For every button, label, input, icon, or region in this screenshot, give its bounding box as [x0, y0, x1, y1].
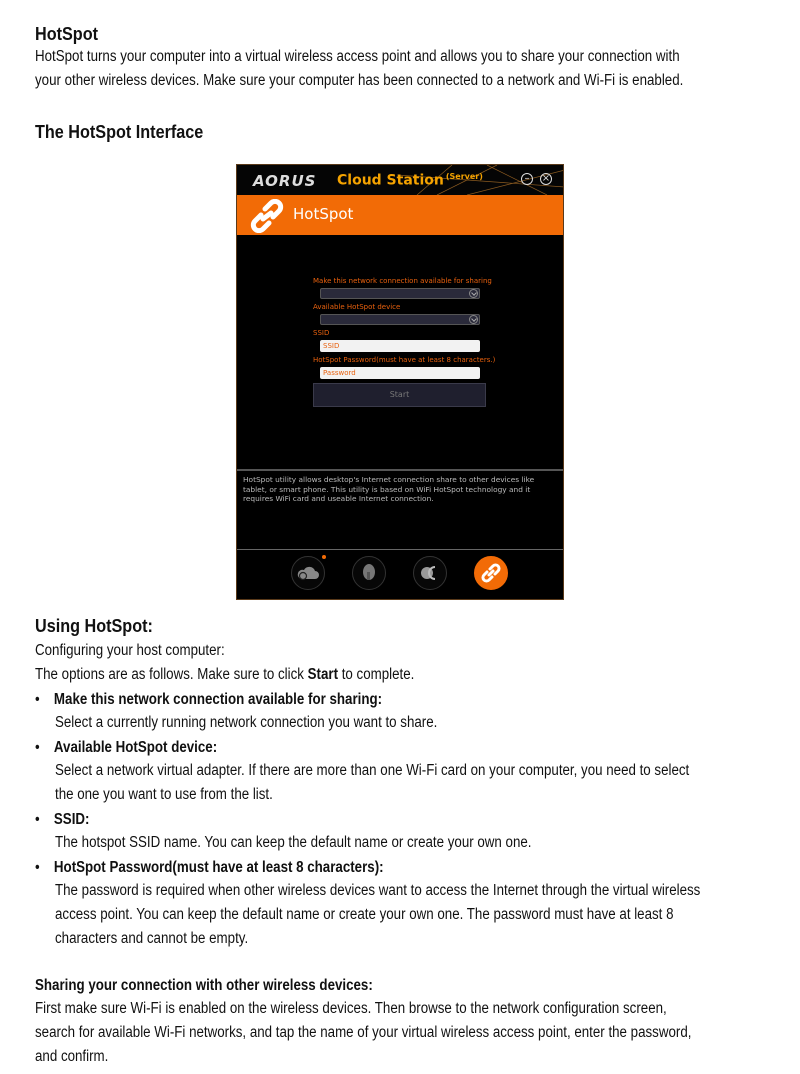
share-connection-dropdown[interactable] [320, 288, 480, 299]
close-icon[interactable]: × [541, 173, 551, 184]
dock-button-touch[interactable] [352, 556, 386, 590]
app-name [337, 172, 483, 189]
aorus-logo: AORUS [253, 172, 317, 190]
sharing-line-1: First make sure Wi-Fi is enabled on the wireless devices. Then browse to the network configuration screen, [35, 1000, 667, 1017]
app-window [236, 164, 564, 600]
bullet-password: • HotSpot Password(must have at least 8 characters): [35, 859, 384, 876]
ssid-input[interactable]: SSID [320, 340, 480, 352]
page-title: HotSpot [35, 24, 98, 44]
info-text: HotSpot utility allows desktop's Internet connection share to other devices like tablet, or smart phone. This utility is based on WiFi HotSpot technology and it requires WiFi card and useable Internet connection. [243, 475, 535, 503]
intro-line-1: HotSpot turns your computer into a virtual wireless access point and allows you to share your connection with [35, 48, 680, 65]
bullet-title: Make this network connection available for sharing: [53, 691, 383, 708]
bullet-title: HotSpot Password(must have at least 8 characters): [53, 859, 384, 876]
dock-button-remote[interactable] [413, 556, 447, 590]
chevron-down-icon [469, 289, 478, 298]
bullet-ssid: • SSID: [35, 811, 90, 828]
divider [237, 469, 563, 471]
sharing-line-3: and confirm. [35, 1048, 109, 1065]
app-name-text: Cloud Station [337, 172, 444, 189]
dock-button-cloud[interactable] [291, 556, 325, 590]
bullet-desc: Select a currently running network connection you want to share. [55, 714, 438, 731]
sharing-heading: Sharing your connection with other wireless devices: [35, 977, 373, 994]
sharing-line-2: search for available Wi-Fi networks, and tap the name of your virtual wireless access point, enter the password, [35, 1024, 692, 1041]
bullet-desc: The password is required when other wireless devices want to access the Internet through the virtual wireless [55, 882, 701, 899]
password-label: HotSpot Password(must have at least 8 characters.) [313, 356, 496, 364]
hotspot-device-label: Available HotSpot device [313, 303, 401, 311]
bullet-title: Available HotSpot device: [53, 739, 218, 756]
password-input[interactable]: Password [320, 367, 480, 379]
notification-dot [322, 555, 326, 559]
dock-button-hotspot[interactable] [474, 556, 508, 590]
bottom-dock [237, 550, 563, 600]
options-line [35, 663, 689, 687]
section-title: HotSpot [293, 205, 354, 223]
bullet-title: SSID: [53, 811, 90, 828]
start-button[interactable]: Start [313, 383, 486, 407]
hotspot-device-dropdown[interactable] [320, 314, 480, 325]
options-suffix: to complete. [338, 666, 415, 683]
share-connection-label: Make this network connection available for sharing [313, 277, 492, 285]
bullet-desc: Select a network virtual adapter. If there are more than one Wi-Fi card on your computer, you need to select [55, 762, 690, 779]
bullet-desc: The hotspot SSID name. You can keep the default name or create your own one. [55, 834, 532, 851]
cloud-g-icon [292, 557, 324, 589]
link-chain-icon [475, 557, 507, 589]
title-bar [237, 165, 563, 195]
configuring-line: Configuring your host computer: [35, 642, 225, 659]
interface-heading: The HotSpot Interface [35, 122, 204, 142]
app-mode-badge: (Server) [445, 172, 483, 181]
bullet-share: • Make this network connection available for sharing: [35, 691, 383, 708]
ssid-label: SSID [313, 329, 330, 337]
minimize-icon[interactable]: – [521, 173, 533, 185]
bullet-desc: the one you want to use from the list. [55, 786, 273, 803]
toggle-remote-icon [414, 557, 446, 589]
options-prefix: The options are as follows. Make sure to click [35, 666, 308, 683]
using-heading: Using HotSpot: [35, 616, 153, 636]
bullet-device: • Available HotSpot device: [35, 739, 218, 756]
touch-hand-icon [353, 557, 385, 589]
chevron-down-icon [469, 315, 478, 324]
link-chain-icon [249, 199, 285, 233]
hotspot-form [313, 277, 496, 407]
options-bold: Start [307, 666, 339, 683]
intro-line-2: your other wireless devices. Make sure your computer has been connected to a network and Wi-Fi is enabled. [35, 72, 684, 89]
bullet-desc: access point. You can keep the default name or create your own one. The password must have at least 8 [55, 906, 674, 923]
section-header [237, 195, 563, 235]
bullet-desc: characters and cannot be empty. [55, 930, 249, 947]
